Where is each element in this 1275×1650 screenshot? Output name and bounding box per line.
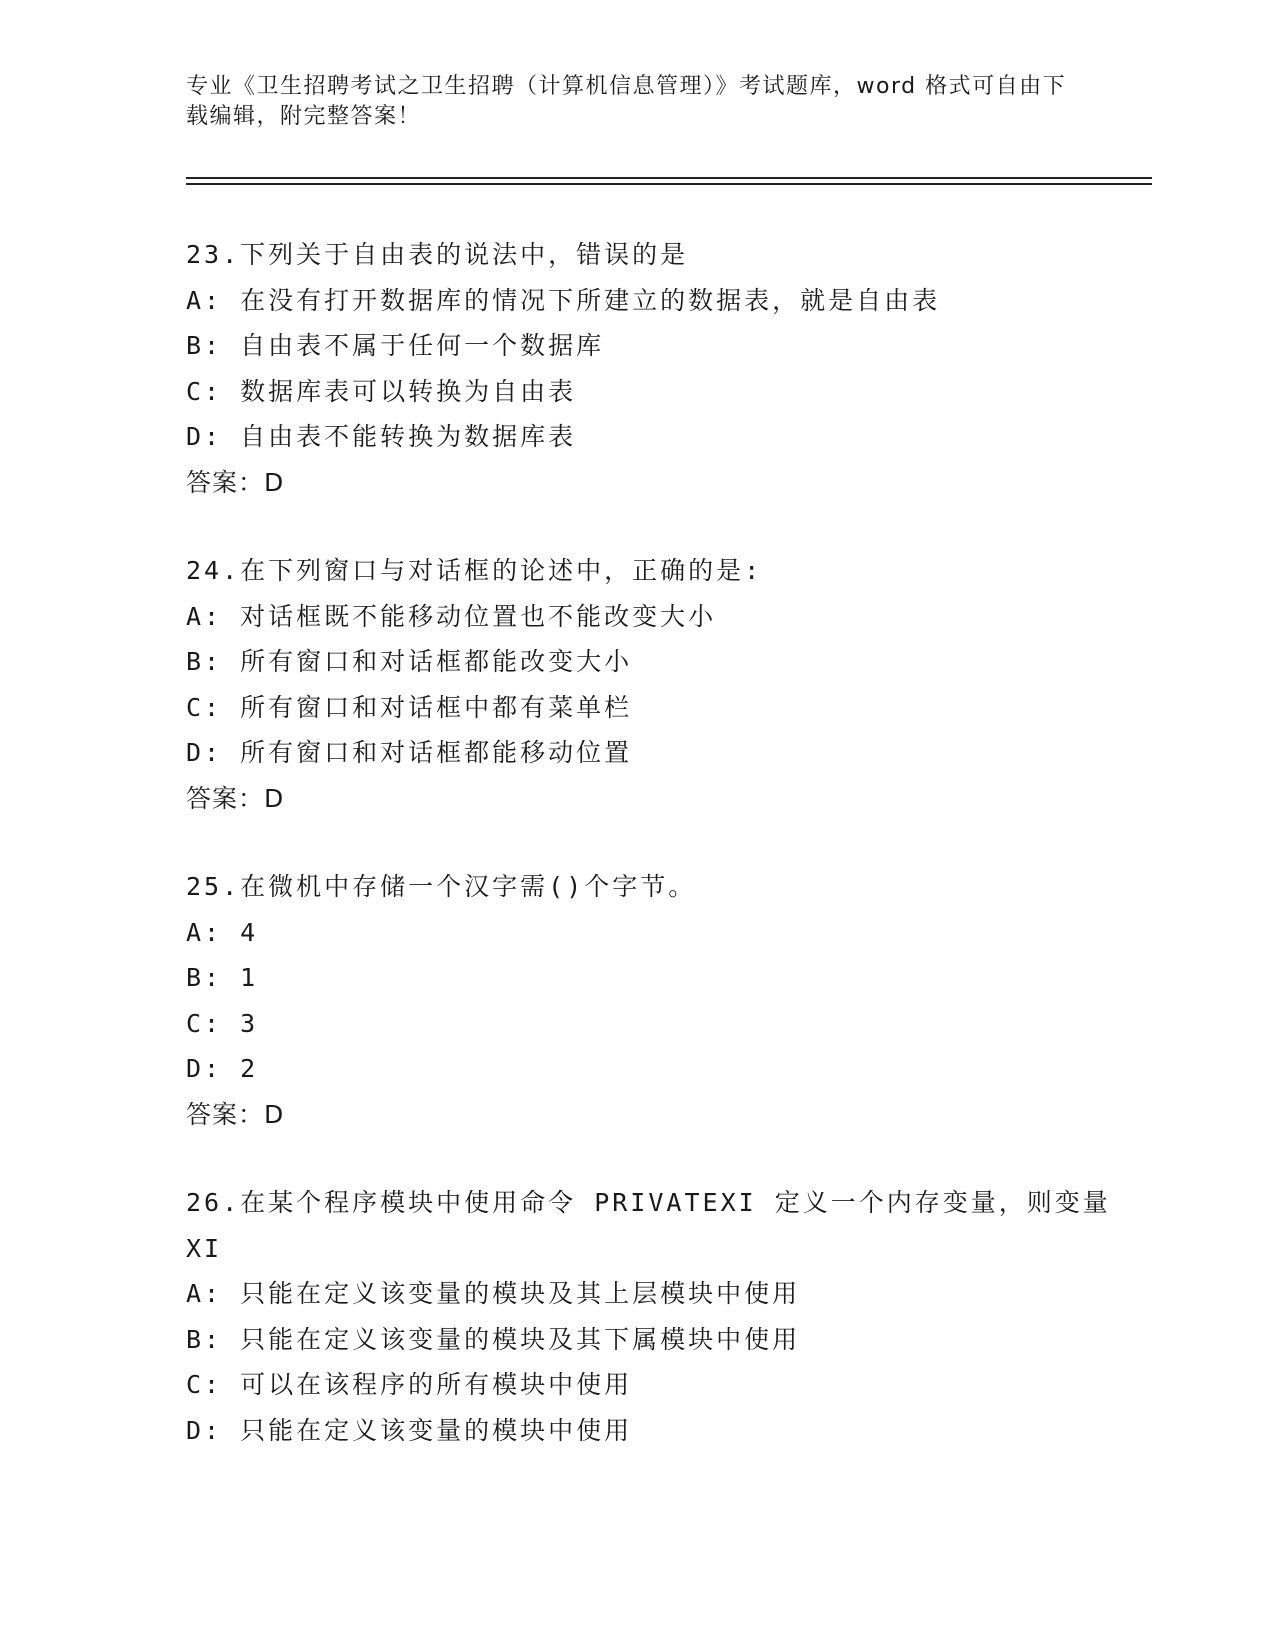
question-26 [186, 1180, 1146, 1453]
option-a: A: 在没有打开数据库的情况下所建立的数据表，就是自由表 [186, 285, 941, 315]
header-rule-bottom [186, 183, 1152, 185]
question-title: 24.在下列窗口与对话框的论述中，正确的是: [186, 556, 763, 585]
header-text: 专业《卫生招聘考试之卫生招聘（计算机信息管理）》考试题库，word 格式可自由下载编辑，附完整答案！ [186, 74, 1067, 129]
question-title: 25.在微机中存储一个汉字需()个字节。 [186, 872, 697, 901]
option-c: C: 3 [186, 1008, 259, 1038]
answer: 答案：D [186, 1099, 285, 1129]
question-23 [186, 232, 1146, 505]
document-header [186, 72, 1076, 132]
question-title: 23.下列关于自由表的说法中，错误的是 [186, 240, 689, 269]
option-b: B: 自由表不属于任何一个数据库 [186, 331, 605, 360]
option-b: B: 1 [186, 963, 259, 992]
option-c: C: 所有窗口和对话框中都有菜单栏 [186, 692, 633, 722]
question-title: 26.在某个程序模块中使用命令 PRIVATEXI 定义一个内存变量，则变量 XI [186, 1188, 1111, 1263]
option-b: B: 所有窗口和对话框都能改变大小 [186, 647, 633, 676]
answer: 答案：D [186, 467, 285, 497]
option-b: B: 只能在定义该变量的模块及其下属模块中使用 [186, 1324, 801, 1354]
option-d: D: 只能在定义该变量的模块中使用 [186, 1415, 633, 1445]
option-d: D: 2 [186, 1054, 259, 1083]
option-a: A: 对话框既不能移动位置也不能改变大小 [186, 601, 717, 631]
option-c: C: 数据库表可以转换为自由表 [186, 376, 577, 406]
option-a: A: 只能在定义该变量的模块及其上层模块中使用 [186, 1279, 801, 1308]
option-d: D: 所有窗口和对话框都能移动位置 [186, 738, 633, 767]
option-a: A: 4 [186, 917, 259, 947]
option-d: D: 自由表不能转换为数据库表 [186, 422, 577, 451]
header-rule-top [186, 177, 1152, 179]
option-c: C: 可以在该程序的所有模块中使用 [186, 1370, 633, 1399]
question-24 [186, 548, 1146, 821]
question-list [186, 232, 1146, 1496]
answer: 答案：D [186, 783, 285, 813]
question-25 [186, 864, 1146, 1137]
